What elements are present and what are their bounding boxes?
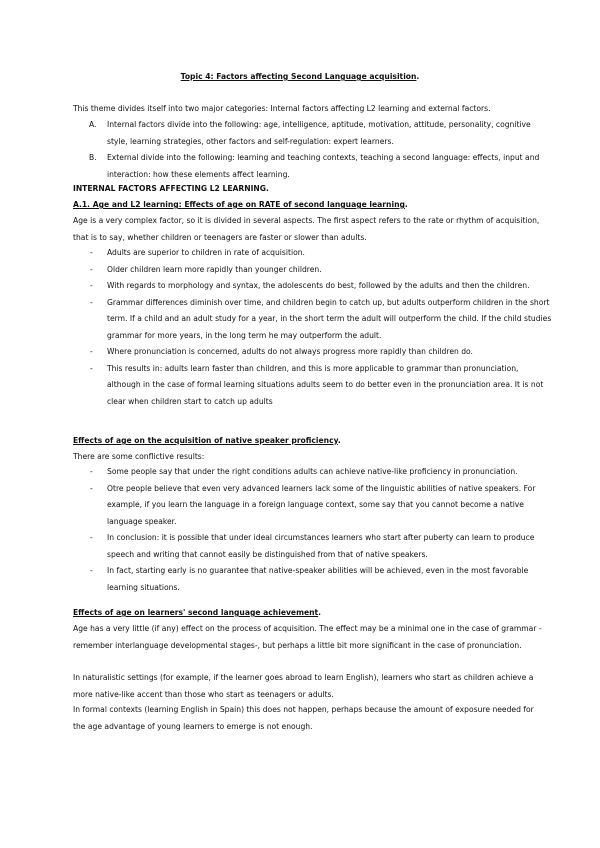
intro-paragraph: This theme divides itself into two major categories: Internal factors affecting L2 learning and external factors. [73,104,491,113]
proficiency-points-list [73,464,553,596]
list-item: - In fact, starting early is no guarantee that native-speaker abilities will be achieved, even in the most favorable learning situations. [90,566,529,592]
list-item: - Otre people believe that even very advanced learners lack some of the linguistic abilities of native speakers. For example, if you learn the language in a foreign language context, some say that you cannot become a native language speaker. [90,483,536,526]
list-item: - Where pronunciation is concerned, adults do not always progress more rapidly than children do. [90,347,473,356]
achievement-paragraph: In naturalistic settings (for example, if the learner goes abroad to learn English), learners who start as children achieve a more native-like accent than those who start as teenagers or adults. [73,673,534,699]
section-heading-proficiency: Effects of age on the acquisition of native speaker proficiency. [73,436,341,445]
internal-factors-heading: INTERNAL FACTORS AFFECTING L2 LEARNING. [73,184,269,193]
list-item: - Grammar differences diminish over time, and children begin to catch up, but adults outperform children in the short term. If a child and an adult study for a year, in the short term the adult will outperform the child. If the child studies grammar for more years, in the long term he may outperform the adult. [90,297,552,340]
list-item: - In conclusion: it is possible that under ideal circumstances learners who start after puberty can learn to produce speech and writing that cannot easily be distinguished from that of native speakers. [90,533,535,559]
achievement-paragraph: Age has a very little (if any) effect on the process of acquisition. The effect may be a minimal one in the case of grammar - remember interlanguage developmental stages-, but perhaps a little bit more significant in the case of pronunciation. [73,624,542,650]
categories-list [73,117,543,183]
list-item: A. Internal factors divide into the following: age, intelligence, aptitude, motivation, attitude, personality, cognitive style, learning strategies, other factors and self-regulation: expert learners. [89,120,531,146]
proficiency-paragraph: There are some conflictive results: [73,452,205,461]
list-item: - Some people say that under the right conditions adults can achieve native-like proficiency in pronunciation. [90,467,518,476]
rate-points-list [73,245,553,410]
list-item: - With regards to morphology and syntax, the adolescents do best, followed by the adults and then the children. [90,281,530,290]
section-heading-achievement: Effects of age on learners' second language achievement. [73,608,322,617]
list-item: - Older children learn more rapidly than younger children. [90,264,322,274]
list-item: - Adults are superior to children in rate of acquisition. [90,248,305,257]
achievement-paragraph: In formal contexts (learning English in Spain) this does not happen, perhaps because the amount of exposure needed for the age advantage of young learners to emerge is not enough. [73,705,534,731]
section-heading-rate: A.1. Age and L2 learning: Effects of age on RATE of second language learning. [73,200,408,209]
list-item: B. External divide into the following: learning and teaching contexts, teaching a second language: effects, input and interaction: how these elements affect learning. [89,153,540,179]
rate-paragraph: Age is a very complex factor, so it is divided in several aspects. The first aspect refers to the rate or rhythm of acquisition, that is to say, whether children or teenagers are faster or slower than adults. [73,216,540,242]
list-item: - This results in: adults learn faster than children, and this is more applicable to grammar than pronunciation, although in the case of formal learning situations adults seem to do better even in the pronunciation area. It is not clear when children start to catch up adults [90,363,544,406]
document-title: Topic 4: Factors affecting Second Language acquisition. [180,72,420,81]
